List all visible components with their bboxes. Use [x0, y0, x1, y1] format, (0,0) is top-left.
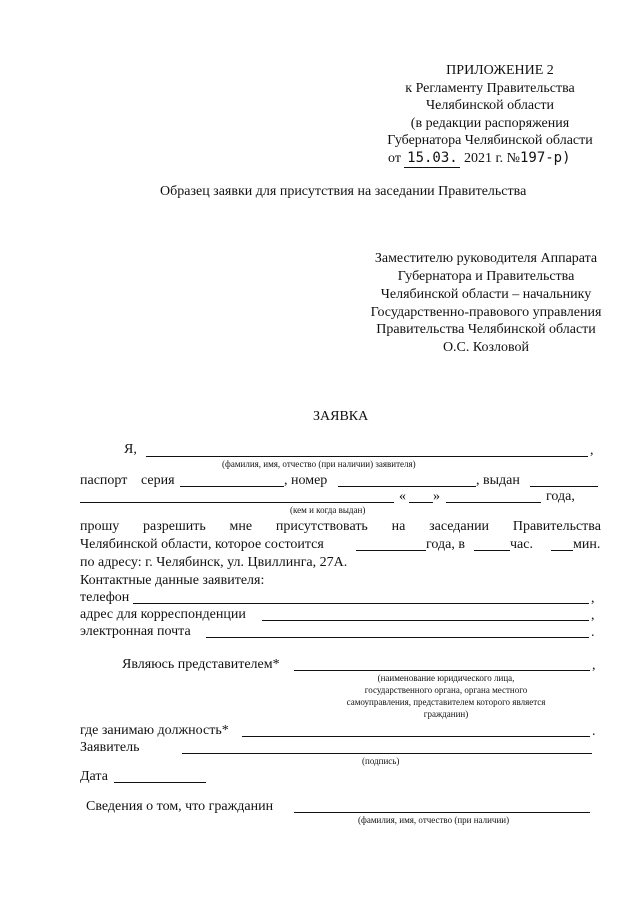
- appendix-from: от: [388, 151, 401, 166]
- representative-field-line[interactable]: [294, 670, 590, 671]
- hint-fio: (фамилия, имя, отчество (при наличии): [358, 815, 510, 825]
- label-issued: , выдан: [476, 473, 520, 488]
- meeting-text-a: Челябинской области, которое состоится: [80, 537, 324, 552]
- request-line: [80, 518, 601, 536]
- request-word-2: разрешить: [143, 519, 206, 534]
- phone-field-line[interactable]: [133, 603, 589, 604]
- comma-phone: ,: [591, 591, 595, 606]
- hint-issued: (кем и когда выдан): [290, 505, 366, 515]
- label-representative: Являюсь представителем*: [122, 657, 280, 672]
- quote-close: »: [433, 489, 440, 504]
- request-word-3: мне: [229, 519, 253, 534]
- request-word-5: на: [391, 519, 406, 534]
- appendix-date-line: [388, 149, 571, 168]
- citizens-info-field-line[interactable]: [294, 812, 590, 813]
- series-field-line[interactable]: [180, 486, 284, 487]
- period-position: .: [592, 724, 596, 739]
- hint-org-1: (наименование юридического лица,: [377, 673, 515, 683]
- addressee-line-2: Губернатора и Правительства: [397, 269, 575, 284]
- addressee-line-1: Заместителю руководителя Аппарата: [374, 251, 598, 266]
- signature-field-line[interactable]: [182, 753, 592, 754]
- label-applicant: Заявитель: [80, 740, 140, 755]
- request-word-6: заседании: [429, 519, 490, 534]
- meeting-date-line[interactable]: [356, 550, 426, 551]
- label-series: серия: [141, 473, 175, 488]
- meeting-minute-line[interactable]: [551, 550, 573, 551]
- label-ya: Я,: [124, 442, 137, 457]
- position-field-line[interactable]: [242, 736, 590, 737]
- doc-title: Образец заявки для присутствия на заседании Правительства: [160, 184, 527, 199]
- hint-org-4: гражданин): [423, 709, 469, 719]
- appendix-line-4: Губернатора Челябинской области: [387, 133, 593, 148]
- hint-org-2: государственного органа, органа местного: [364, 685, 528, 695]
- period-email: .: [591, 625, 595, 640]
- label-number: , номер: [284, 473, 328, 488]
- request-word-4: присутствовать: [275, 519, 368, 534]
- quote-open: «: [399, 489, 406, 504]
- issued-field-line-2[interactable]: [80, 502, 394, 503]
- form-heading: ЗАЯВКА: [313, 409, 369, 424]
- date-field-line[interactable]: [114, 782, 206, 783]
- email-field-line[interactable]: [206, 637, 589, 638]
- request-word-7: Правительства: [512, 519, 601, 534]
- issue-day-line[interactable]: [409, 502, 433, 503]
- meeting-text-c: час.: [510, 537, 533, 552]
- label-phone: телефон: [80, 590, 130, 605]
- issued-field-line-1[interactable]: [530, 486, 598, 487]
- comma-representative: ,: [592, 658, 596, 673]
- label-citizens-info: Сведения о том, что гражданин: [86, 799, 274, 814]
- addressee-line-3: Челябинской области – начальнику: [380, 287, 592, 302]
- meeting-text-d: мин.: [573, 537, 601, 552]
- addressee-line-5: Правительства Челябинской области: [376, 322, 596, 337]
- appendix-line-2: Челябинской области: [426, 98, 554, 113]
- name-field-line[interactable]: [146, 456, 588, 457]
- meeting-text-b: года, в: [426, 537, 465, 552]
- hint-name: (фамилия, имя, отчество (при наличии) заявителя): [222, 459, 416, 469]
- label-year-suffix: года,: [546, 489, 575, 504]
- appendix-number: 197-р): [519, 150, 571, 166]
- number-field-line[interactable]: [338, 486, 476, 487]
- label-date: Дата: [80, 769, 108, 784]
- meeting-hour-line[interactable]: [474, 550, 510, 551]
- addressee-line-4: Государственно-правового управления: [370, 305, 602, 320]
- appendix-title: ПРИЛОЖЕНИЕ 2: [446, 63, 554, 78]
- appendix-line-1: к Регламенту Правительства: [405, 81, 575, 96]
- label-passport: паспорт: [80, 473, 128, 488]
- appendix-line-3: (в редакции распоряжения: [410, 116, 570, 131]
- label-mail-address: адрес для корреспонденции: [80, 607, 246, 622]
- contacts-label: Контактные данные заявителя:: [80, 573, 265, 588]
- issue-month-line[interactable]: [446, 502, 541, 503]
- addressee-line-6: О.С. Козловой: [442, 340, 530, 355]
- hint-signature: (подпись): [362, 756, 400, 766]
- comma-1: ,: [590, 443, 594, 458]
- request-word-1: прошу: [80, 519, 120, 534]
- appendix-date-value: 15.03.: [404, 149, 460, 168]
- label-position: где занимаю должность*: [80, 723, 229, 738]
- appendix-year: 2021 г. №: [463, 151, 520, 166]
- comma-mail: ,: [591, 608, 595, 623]
- label-email: электронная почта: [80, 624, 191, 639]
- meeting-address: по адресу: г. Челябинск, ул. Цвиллинга, 27А.: [80, 555, 348, 570]
- hint-org-3: самоуправления, представителем которого является: [346, 697, 546, 707]
- mail-address-field-line[interactable]: [262, 620, 589, 621]
